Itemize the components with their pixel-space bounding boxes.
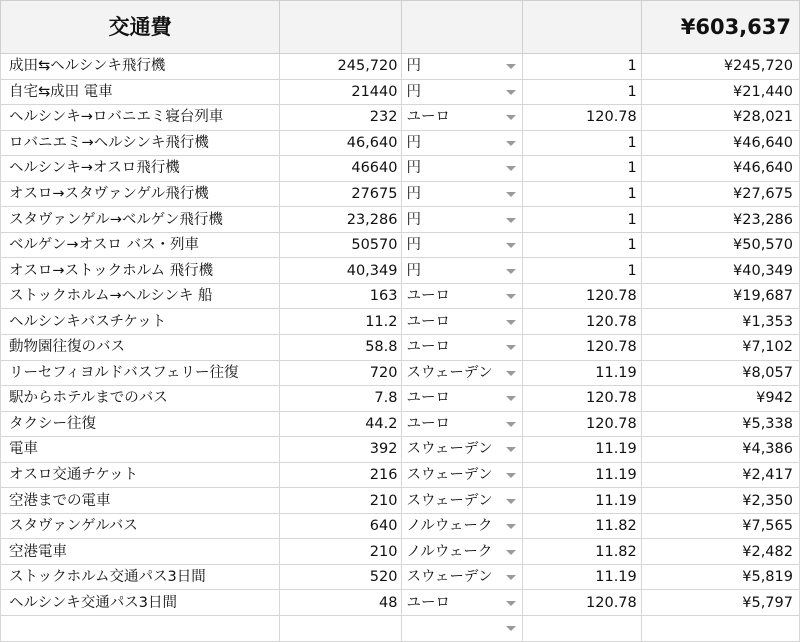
currency-label: ユーロ xyxy=(406,390,450,407)
currency-label: ユーロ xyxy=(406,109,450,126)
cell-amount[interactable]: 210 xyxy=(280,488,402,514)
table-row xyxy=(1,54,800,80)
chevron-down-icon[interactable] xyxy=(506,524,516,529)
cell-currency-select[interactable] xyxy=(402,156,522,182)
currency-label: 円 xyxy=(406,134,421,151)
cell-currency-select[interactable] xyxy=(402,386,522,412)
chevron-down-icon[interactable] xyxy=(506,115,516,120)
cell-amount[interactable]: 210 xyxy=(280,539,402,565)
table-row xyxy=(1,232,800,258)
cell-yen[interactable]: ¥1,353 xyxy=(641,309,799,335)
table-row xyxy=(1,539,800,565)
table-row xyxy=(1,360,800,386)
cell-currency-select[interactable] xyxy=(402,539,522,565)
cell-yen[interactable]: ¥7,102 xyxy=(641,335,799,361)
cell-currency-select[interactable] xyxy=(402,258,522,284)
cell-currency-select[interactable] xyxy=(402,309,522,335)
cell-amount[interactable]: 11.2 xyxy=(280,309,402,335)
table-row xyxy=(1,181,800,207)
table-row xyxy=(1,616,800,642)
cell-rate[interactable]: 1 xyxy=(522,207,641,233)
cell-item[interactable]: 成田⇆ヘルシンキ飛行機 xyxy=(1,54,280,80)
cell-item[interactable]: 動物園往復のバス xyxy=(1,335,280,361)
cell-item[interactable]: リーセフィヨルドバスフェリー往復 xyxy=(1,360,280,386)
cell-item[interactable]: 電車 xyxy=(1,437,280,463)
cell-item[interactable]: オスロ交通チケット xyxy=(1,462,280,488)
cell-amount[interactable]: 720 xyxy=(280,360,402,386)
cell-rate[interactable]: 120.78 xyxy=(522,590,641,616)
table-row xyxy=(1,335,800,361)
cell-rate[interactable]: 1 xyxy=(522,232,641,258)
table-row xyxy=(1,386,800,412)
cell-item[interactable]: ストックホルム交通パス3日間 xyxy=(1,564,280,590)
cell-amount[interactable]: 50570 xyxy=(280,232,402,258)
cell-yen[interactable]: ¥27,675 xyxy=(641,181,799,207)
cell-amount[interactable]: 46,640 xyxy=(280,130,402,156)
cell-currency-select[interactable] xyxy=(402,283,522,309)
cell-rate[interactable]: 1 xyxy=(522,54,641,80)
cell-currency-select[interactable] xyxy=(402,564,522,590)
chevron-down-icon[interactable] xyxy=(506,345,516,350)
chevron-down-icon[interactable] xyxy=(506,626,516,631)
cell-rate[interactable]: 1 xyxy=(522,130,641,156)
cell-yen[interactable]: ¥40,349 xyxy=(641,258,799,284)
cell-yen[interactable]: ¥4,386 xyxy=(641,437,799,463)
cell-item[interactable]: ロバニエミ→ヘルシンキ飛行機 xyxy=(1,130,280,156)
currency-label: 円 xyxy=(406,262,421,279)
cell-rate[interactable]: 11.19 xyxy=(522,360,641,386)
currency-label: スウェーデン xyxy=(406,569,493,586)
cell-yen[interactable]: ¥7,565 xyxy=(641,513,799,539)
cell-amount[interactable]: 520 xyxy=(280,564,402,590)
table-row xyxy=(1,130,800,156)
cell-rate[interactable]: 1 xyxy=(522,258,641,284)
header-row xyxy=(1,1,800,54)
cell-currency-select[interactable] xyxy=(402,616,522,642)
cell-currency-select[interactable] xyxy=(402,590,522,616)
cell-rate[interactable]: 1 xyxy=(522,156,641,182)
chevron-down-icon[interactable] xyxy=(506,64,516,69)
cell-amount[interactable]: 58.8 xyxy=(280,335,402,361)
table-row xyxy=(1,564,800,590)
chevron-down-icon[interactable] xyxy=(506,320,516,325)
chevron-down-icon[interactable] xyxy=(506,166,516,171)
cell-rate[interactable]: 11.19 xyxy=(522,488,641,514)
cell-amount[interactable]: 21440 xyxy=(280,79,402,105)
cell-currency-select[interactable] xyxy=(402,79,522,105)
chevron-down-icon[interactable] xyxy=(506,447,516,452)
cell-yen[interactable]: ¥8,057 xyxy=(641,360,799,386)
table-row xyxy=(1,513,800,539)
cell-currency-select[interactable] xyxy=(402,207,522,233)
cell-currency-select[interactable] xyxy=(402,54,522,80)
cell-yen[interactable]: ¥2,350 xyxy=(641,488,799,514)
cell-item[interactable]: ベルゲン→オスロ バス・列車 xyxy=(1,232,280,258)
table-row xyxy=(1,462,800,488)
currency-label: 円 xyxy=(406,237,421,254)
cell-yen[interactable]: ¥5,819 xyxy=(641,564,799,590)
cell-amount[interactable]: 640 xyxy=(280,513,402,539)
cell-yen[interactable]: ¥50,570 xyxy=(641,232,799,258)
cell-amount[interactable]: 245,720 xyxy=(280,54,402,80)
currency-label: ユーロ xyxy=(406,313,450,330)
table-row xyxy=(1,156,800,182)
cell-amount[interactable]: 163 xyxy=(280,283,402,309)
cell-yen[interactable]: ¥5,338 xyxy=(641,411,799,437)
grand-total[interactable]: ¥603,637 xyxy=(641,1,799,54)
cell-amount[interactable]: 40,349 xyxy=(280,258,402,284)
cell-rate[interactable]: 120.78 xyxy=(522,105,641,131)
cell-rate[interactable]: 120.78 xyxy=(522,335,641,361)
cell-amount[interactable]: 46640 xyxy=(280,156,402,182)
cell-amount[interactable]: 23,286 xyxy=(280,207,402,233)
cell-currency-select[interactable] xyxy=(402,105,522,131)
currency-label: スウェーデン xyxy=(406,441,493,458)
cell-item[interactable]: ヘルシンキ交通パス3日間 xyxy=(1,590,280,616)
currency-label: ノルウェーク xyxy=(406,518,493,535)
chevron-down-icon[interactable] xyxy=(506,371,516,376)
chevron-down-icon[interactable] xyxy=(506,141,516,146)
cell-item[interactable]: ヘルシンキ→ロバニエミ寝台列車 xyxy=(1,105,280,131)
cell-amount[interactable]: 392 xyxy=(280,437,402,463)
table-row xyxy=(1,309,800,335)
cell-item[interactable]: スタヴァンゲル→ベルゲン飛行機 xyxy=(1,207,280,233)
cell-rate[interactable]: 11.82 xyxy=(522,539,641,565)
cell-item[interactable]: スタヴァンゲルバス xyxy=(1,513,280,539)
cell-amount[interactable] xyxy=(280,616,402,642)
cell-rate[interactable]: 11.82 xyxy=(522,513,641,539)
currency-label: スウェーデン xyxy=(406,467,493,484)
cell-item[interactable]: 駅からホテルまでのバス xyxy=(1,386,280,412)
chevron-down-icon[interactable] xyxy=(506,575,516,580)
table-row xyxy=(1,488,800,514)
cell-amount[interactable]: 216 xyxy=(280,462,402,488)
table-row xyxy=(1,105,800,131)
header-cell-empty[interactable] xyxy=(280,1,402,54)
chevron-down-icon[interactable] xyxy=(506,499,516,504)
cell-yen[interactable]: ¥5,797 xyxy=(641,590,799,616)
currency-label: ユーロ xyxy=(406,339,450,356)
chevron-down-icon[interactable] xyxy=(506,243,516,248)
sheet-title[interactable]: 交通費 xyxy=(1,1,280,54)
cell-currency-select[interactable] xyxy=(402,437,522,463)
cell-item[interactable]: オスロ→ストックホルム 飛行機 xyxy=(1,258,280,284)
cell-currency-select[interactable] xyxy=(402,513,522,539)
table-row xyxy=(1,207,800,233)
currency-label: 円 xyxy=(406,83,421,100)
cell-item[interactable]: タクシー往復 xyxy=(1,411,280,437)
currency-label: ユーロ xyxy=(406,288,450,305)
cell-yen[interactable]: ¥46,640 xyxy=(641,156,799,182)
cell-rate[interactable] xyxy=(522,616,641,642)
cell-rate[interactable]: 120.78 xyxy=(522,386,641,412)
currency-label: ユーロ xyxy=(406,594,450,611)
header-cell-empty[interactable] xyxy=(522,1,641,54)
cell-amount[interactable]: 48 xyxy=(280,590,402,616)
cell-item[interactable]: ヘルシンキ→オスロ飛行機 xyxy=(1,156,280,182)
cell-item[interactable]: 自宅⇆成田 電車 xyxy=(1,79,280,105)
cell-currency-select[interactable] xyxy=(402,130,522,156)
cell-yen[interactable]: ¥23,286 xyxy=(641,207,799,233)
cell-rate[interactable]: 1 xyxy=(522,181,641,207)
chevron-down-icon[interactable] xyxy=(506,269,516,274)
cell-currency-select[interactable] xyxy=(402,411,522,437)
currency-label: 円 xyxy=(406,58,421,75)
cell-item[interactable] xyxy=(1,616,280,642)
cell-yen[interactable]: ¥28,021 xyxy=(641,105,799,131)
cell-yen[interactable]: ¥2,417 xyxy=(641,462,799,488)
currency-label: 円 xyxy=(406,186,421,202)
cell-amount[interactable]: 27675 xyxy=(280,181,402,207)
cell-rate[interactable]: 11.19 xyxy=(522,462,641,488)
cell-yen[interactable]: ¥21,440 xyxy=(641,79,799,105)
cell-currency-select[interactable] xyxy=(402,360,522,386)
cell-rate[interactable]: 11.19 xyxy=(522,437,641,463)
header-cell-empty[interactable] xyxy=(402,1,522,54)
cell-item[interactable]: ストックホルム→ヘルシンキ 船 xyxy=(1,283,280,309)
cell-currency-select[interactable] xyxy=(402,181,522,207)
cell-rate[interactable]: 1 xyxy=(522,79,641,105)
cell-item[interactable]: 空港までの電車 xyxy=(1,488,280,514)
currency-label: ノルウェーク xyxy=(406,543,493,560)
currency-label: スウェーデン xyxy=(406,364,493,381)
cell-yen[interactable]: ¥942 xyxy=(641,386,799,412)
cell-currency-select[interactable] xyxy=(402,488,522,514)
chevron-down-icon[interactable] xyxy=(506,550,516,555)
currency-label: ユーロ xyxy=(406,415,450,432)
table-row xyxy=(1,590,800,616)
chevron-down-icon[interactable] xyxy=(506,422,516,427)
currency-label: 円 xyxy=(406,160,421,177)
cell-amount[interactable]: 44.2 xyxy=(280,411,402,437)
currency-label: スウェーデン xyxy=(406,492,493,509)
chevron-down-icon[interactable] xyxy=(506,396,516,401)
cell-amount[interactable]: 7.8 xyxy=(280,386,402,412)
cell-yen[interactable]: ¥245,720 xyxy=(641,54,799,80)
chevron-down-icon[interactable] xyxy=(506,90,516,95)
chevron-down-icon[interactable] xyxy=(506,473,516,478)
table-row xyxy=(1,411,800,437)
table-row xyxy=(1,258,800,284)
chevron-down-icon[interactable] xyxy=(506,218,516,223)
chevron-down-icon[interactable] xyxy=(506,601,516,606)
cell-yen[interactable]: ¥46,640 xyxy=(641,130,799,156)
cell-rate[interactable]: 120.78 xyxy=(522,283,641,309)
currency-label: 円 xyxy=(406,211,421,228)
cell-yen[interactable]: ¥2,482 xyxy=(641,539,799,565)
cell-rate[interactable]: 120.78 xyxy=(522,411,641,437)
table-row xyxy=(1,79,800,105)
cell-yen[interactable]: ¥19,687 xyxy=(641,283,799,309)
cell-currency-select[interactable] xyxy=(402,335,522,361)
cell-item[interactable]: 空港電車 xyxy=(1,539,280,565)
chevron-down-icon[interactable] xyxy=(506,294,516,299)
cell-rate[interactable]: 120.78 xyxy=(522,309,641,335)
cell-rate[interactable]: 11.19 xyxy=(522,564,641,590)
cell-item[interactable]: ヘルシンキバスチケット xyxy=(1,309,280,335)
cell-currency-select[interactable] xyxy=(402,462,522,488)
table-row xyxy=(1,283,800,309)
cell-amount[interactable]: 232 xyxy=(280,105,402,131)
table-row xyxy=(1,437,800,463)
cell-currency-select[interactable] xyxy=(402,232,522,258)
chevron-down-icon[interactable] xyxy=(506,192,516,197)
cell-yen[interactable] xyxy=(641,616,799,642)
cell-item[interactable]: オスロ→スタヴァンゲル飛行機 xyxy=(1,181,280,207)
